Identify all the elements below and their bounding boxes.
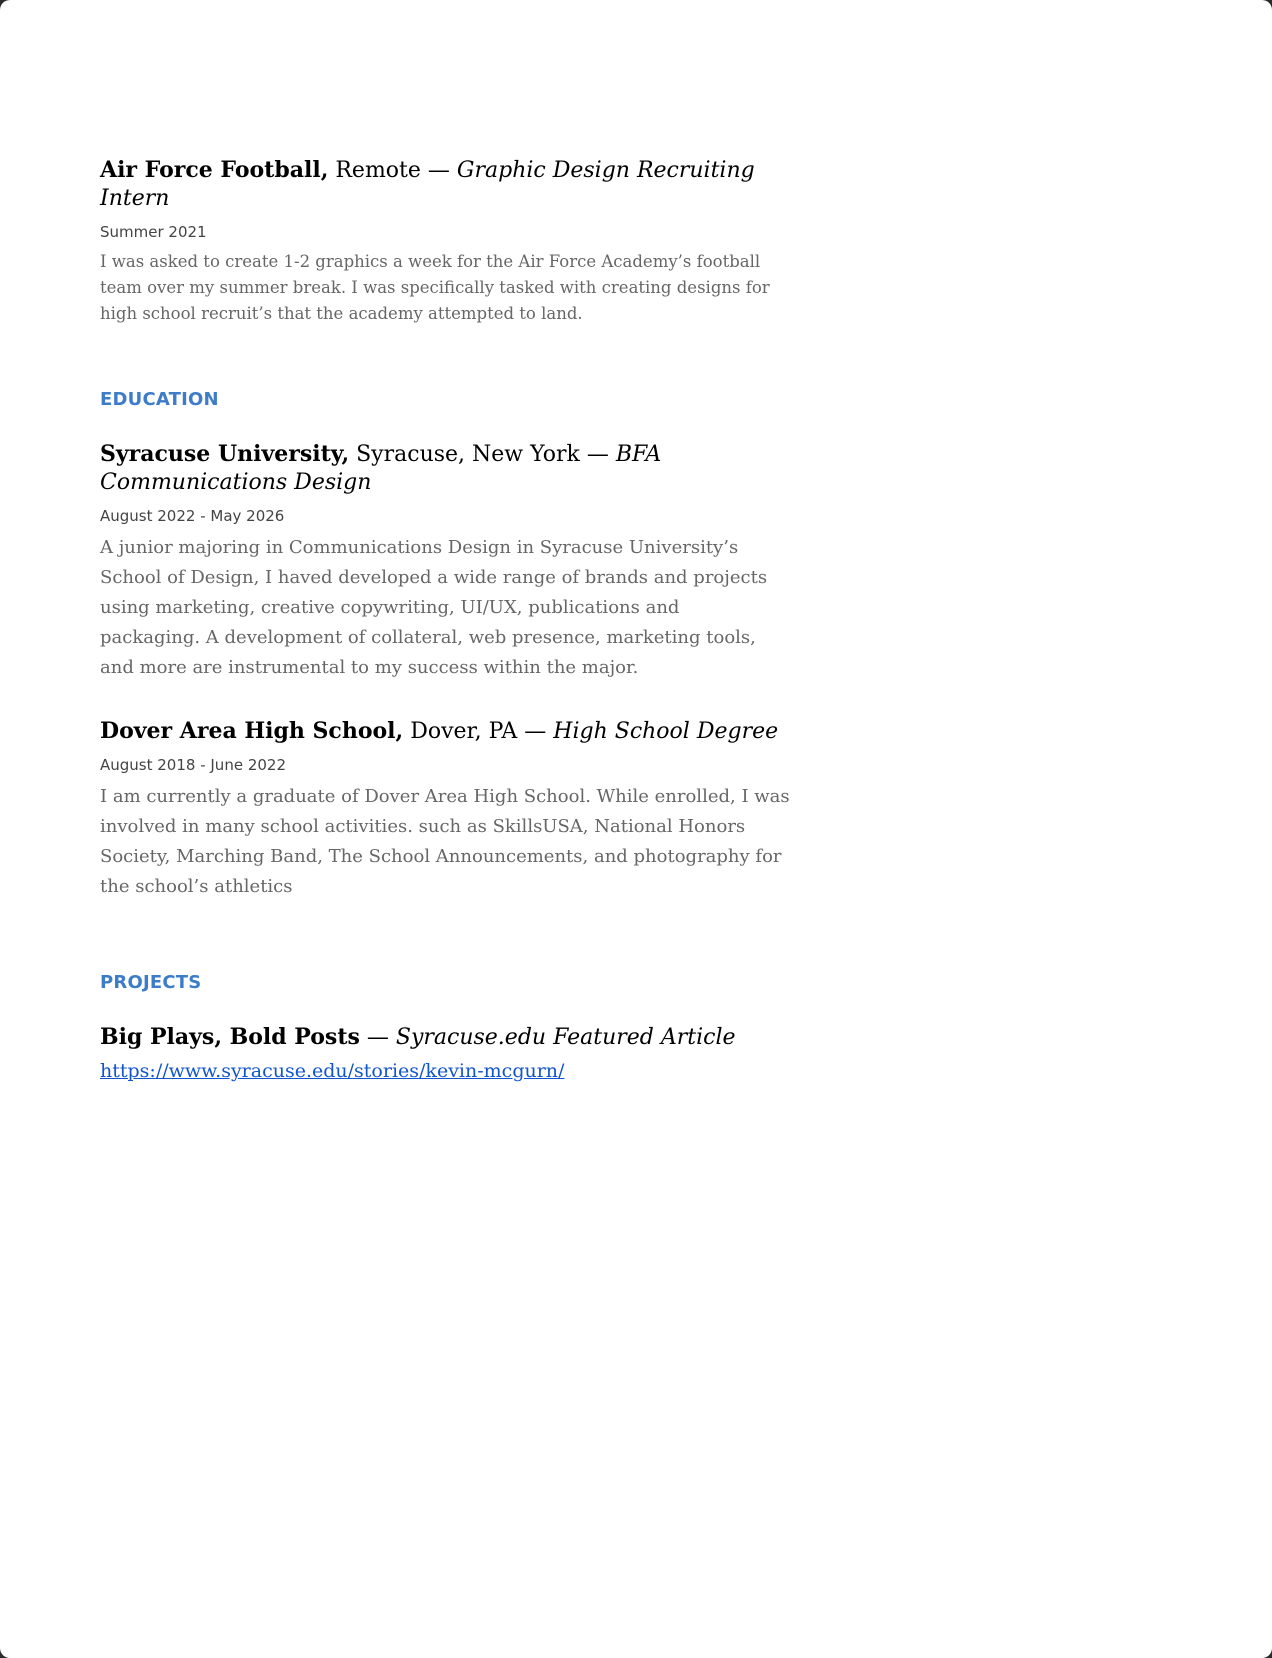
education-heading: EDUCATION: [100, 389, 219, 410]
experience-separator: —: [427, 158, 450, 183]
education-entry-dover: [100, 717, 800, 902]
education-date: August 2022 - May 2026: [100, 507, 285, 525]
project-entry: [100, 1023, 800, 1082]
experience-description: I was asked to create 1-2 graphics a week for the Air Force Academy’s football team over my summer break. I was specifically tasked with creating designs for high school recruit’s that the academy attempted to land.: [100, 252, 770, 323]
projects-heading: PROJECTS: [100, 972, 202, 993]
project-role: Syracuse.edu Featured Article: [395, 1025, 736, 1050]
education-location: Dover, PA: [410, 719, 518, 744]
experience-date: Summer 2021: [100, 223, 207, 241]
education-separator: —: [586, 442, 609, 467]
education-role: High School Degree: [553, 719, 779, 744]
education-date: August 2018 - June 2022: [100, 756, 286, 774]
education-org: Syracuse University,: [100, 441, 350, 467]
experience-entry: [100, 156, 800, 327]
project-link[interactable]: https://www.syracuse.edu/stories/kevin-mcgurn/: [100, 1060, 565, 1082]
experience-location: Remote: [335, 158, 421, 183]
experience-org: Air Force Football,: [100, 157, 329, 183]
project-name: Big Plays, Bold Posts: [100, 1024, 360, 1050]
resume-content: [100, 156, 800, 1082]
project-separator: —: [366, 1025, 389, 1050]
education-description: I am currently a graduate of Dover Area High School. While enrolled, I was involved in many school activities. such as SkillsUSA, National Honors Society, Marching Band, The School Announcements, and photography for the school’s athletics: [100, 786, 790, 897]
project-title: [100, 1023, 800, 1052]
education-title: [100, 717, 800, 746]
education-location: Syracuse, New York: [356, 442, 580, 467]
education-description: A junior majoring in Communications Design in Syracuse University’s School of Design, I haved developed a wide range of brands and projects using marketing, creative copywriting, UI/UX, publications and packaging. A development of collateral, web presence, marketing tools, and more are instrumental to my success within the major.: [100, 537, 768, 678]
education-title: [100, 440, 800, 497]
experience-title: [100, 156, 800, 213]
project-link-row: [100, 1060, 800, 1082]
education-entry-syracuse: [100, 440, 800, 683]
education-role: BFA Communications Design: [100, 442, 662, 495]
experience-role: Graphic Design Recruiting Intern: [100, 158, 755, 211]
education-separator: —: [524, 719, 547, 744]
education-org: Dover Area High School,: [100, 718, 404, 744]
